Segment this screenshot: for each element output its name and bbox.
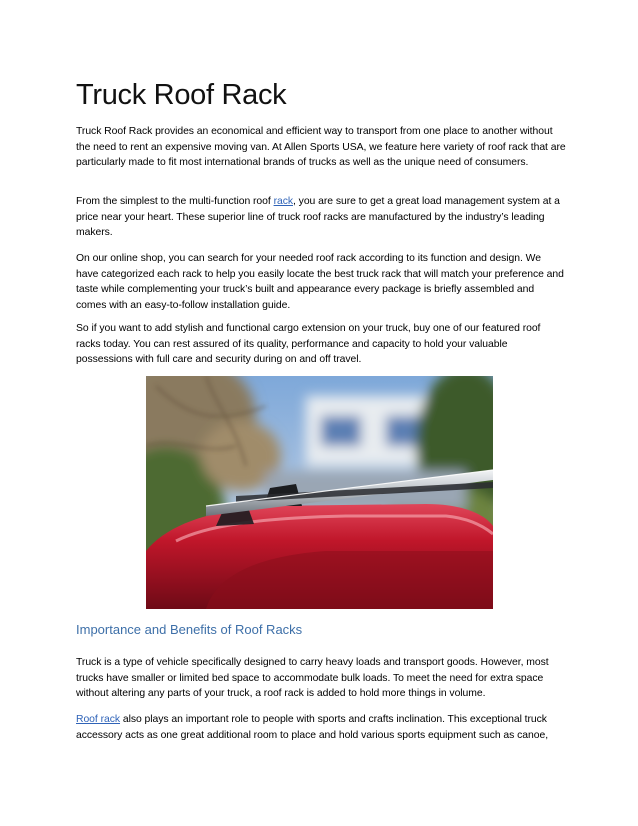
roof-rack-link[interactable]: Roof rack [76,714,121,725]
paragraph-text: , you are sure to get a great load management system at a price near your heart. These superior line of truck roof racks are manufactured by the industry’s leading makers. [76,196,560,239]
paragraph-text: From the simplest to the multi-function roof [76,196,274,207]
rack-link[interactable]: rack [273,196,293,207]
truck-roof-rack-photo [146,376,493,609]
paragraph-online-shop: On our online shop, you can search for your needed roof rack according to its function and design. We have categorized each rack to help you easily locate the best truck rack that will match your preference and taste while complementing your truck’s built and appearance every package is briefly assembled and comes with an easy-to-follow installation guide. [76,253,564,312]
intro-paragraph: Truck Roof Rack provides an economical and efficient way to transport from one place to another without the need to rent an expensive moving van. At Allen Sports USA, we feature here variety of roof rack that are particularly made to fit most international brands of trucks as well as the unique need of consumers. [76,126,566,169]
paragraph-buy-today: So if you want to add stylish and functional cargo extension on your truck, buy one of our featured roof racks today. You can rest assured of its quality, performance and capacity to hold your valuable possessions with full care and security during on and off travel. [76,323,541,366]
section-heading: Importance and Benefits of Roof Racks [76,622,303,637]
paragraph-sports [76,712,566,743]
paragraph-text: also plays an important role to people with sports and crafts inclination. This exceptional truck accessory acts as one great additional room to place and hold various sports equipment such as canoe, [76,714,549,741]
paragraph-truck-definition: Truck is a type of vehicle specifically designed to carry heavy loads and transport goods. However, most trucks have smaller or limited bed space to accommodate bulk loads. To meet the need for extra space without altering any parts of your truck, a roof rack is added to hold more things in volume. [76,657,549,700]
page-title: Truck Roof Rack [76,79,287,111]
paragraph-multi-function [76,194,566,241]
